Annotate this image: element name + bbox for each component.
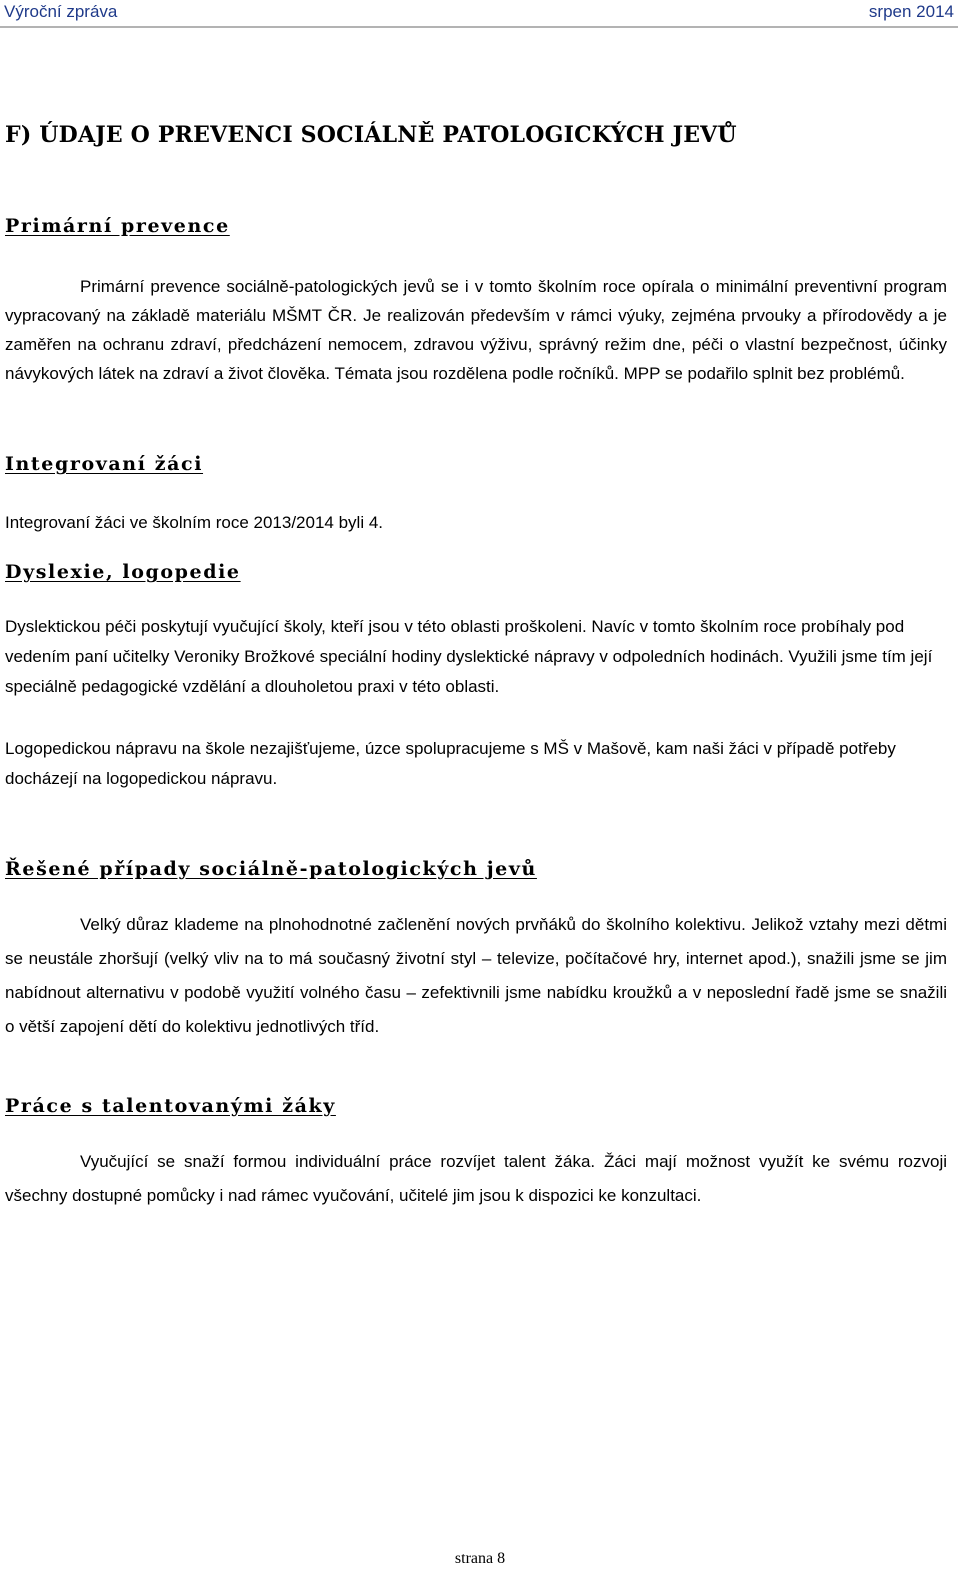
page-header [0,0,958,28]
paragraph-resene-pripady: Velký důraz klademe na plnohodnotné začlenění nových prvňáků do školního kolektivu. Jelikož vztahy mezi dětmi se neustále zhoršují (velký vliv na to má současný životní styl – televize, počítačové hry, internet apod.), snažili jsme se jim nabídnout alternativu v podobě využití volného času – zefektivnili jsme nabídku kroužků a v neposlední řadě jsme se snažili o větší zapojení dětí do kolektivu jednotlivých tříd. [5,915,947,1036]
header-date: srpen 2014 [868,2,954,21]
header-title: Výroční zpráva [4,2,118,21]
heading-primarni-prevence: Primární prevence [5,215,230,237]
paragraph-integrovani-zaci: Integrovaní žáci ve školním roce 2013/2014 byli 4. [5,513,383,532]
heading-prace-s-talenty: Práce s talentovanými žáky [5,1095,336,1117]
paragraph-dyslexie: Dyslektickou péči poskytují vyučující školy, kteří jsou v této oblasti proškoleni. Navíc v tomto školním roce probíhaly pod vedením paní učitelky Veroniky Brožkové speciální hodiny dyslektické nápravy v odpoledních hodinách. Využili jsme tím její speciálně pedagogické vzdělání a dlouholetou praxi v této oblasti. [5,617,933,696]
section-title: F) ÚDAJE O PREVENCI SOCIÁLNĚ PATOLOGICKÝCH JEVŮ [5,122,737,148]
paragraph-prace-s-talenty: Vyučující se snaží formou individuální práce rozvíjet talent žáka. Žáci mají možnost využít ke svému rozvoji všechny dostupné pomůcky i nad rámec vyučování, učitelé jim jsou k dispozici ke konzultaci. [5,1152,947,1205]
paragraph-primarni-prevence: Primární prevence sociálně-patologických jevů se i v tomto školním roce opírala o minimální preventivní program vypracovaný na základě materiálu MŠMT ČR. Je realizován především v rámci výuky, zejména prvouky a přírodovědy a je zaměřen na ochranu zdraví, předcházení nemocem, zdravou výživu, správný režim dne, péči o vlastní bezpečnost, účinky návykových látek na zdraví a život člověka. Témata jsou rozdělena podle ročníků. MPP se podařilo splnit bez problémů. [5,277,947,383]
heading-dyslexie-logopedie: Dyslexie, logopedie [5,561,241,583]
page-number: strana 8 [454,1550,506,1567]
heading-resene-pripady: Řešené případy sociálně-patologických jevů [5,858,537,880]
paragraph-logopedie: Logopedickou nápravu na škole nezajišťujeme, úzce spolupracujeme s MŠ v Mašově, kam naši žáci v případě potřeby docházejí na logopedickou nápravu. [5,739,896,788]
heading-integrovani-zaci: Integrovaní žáci [5,453,204,475]
